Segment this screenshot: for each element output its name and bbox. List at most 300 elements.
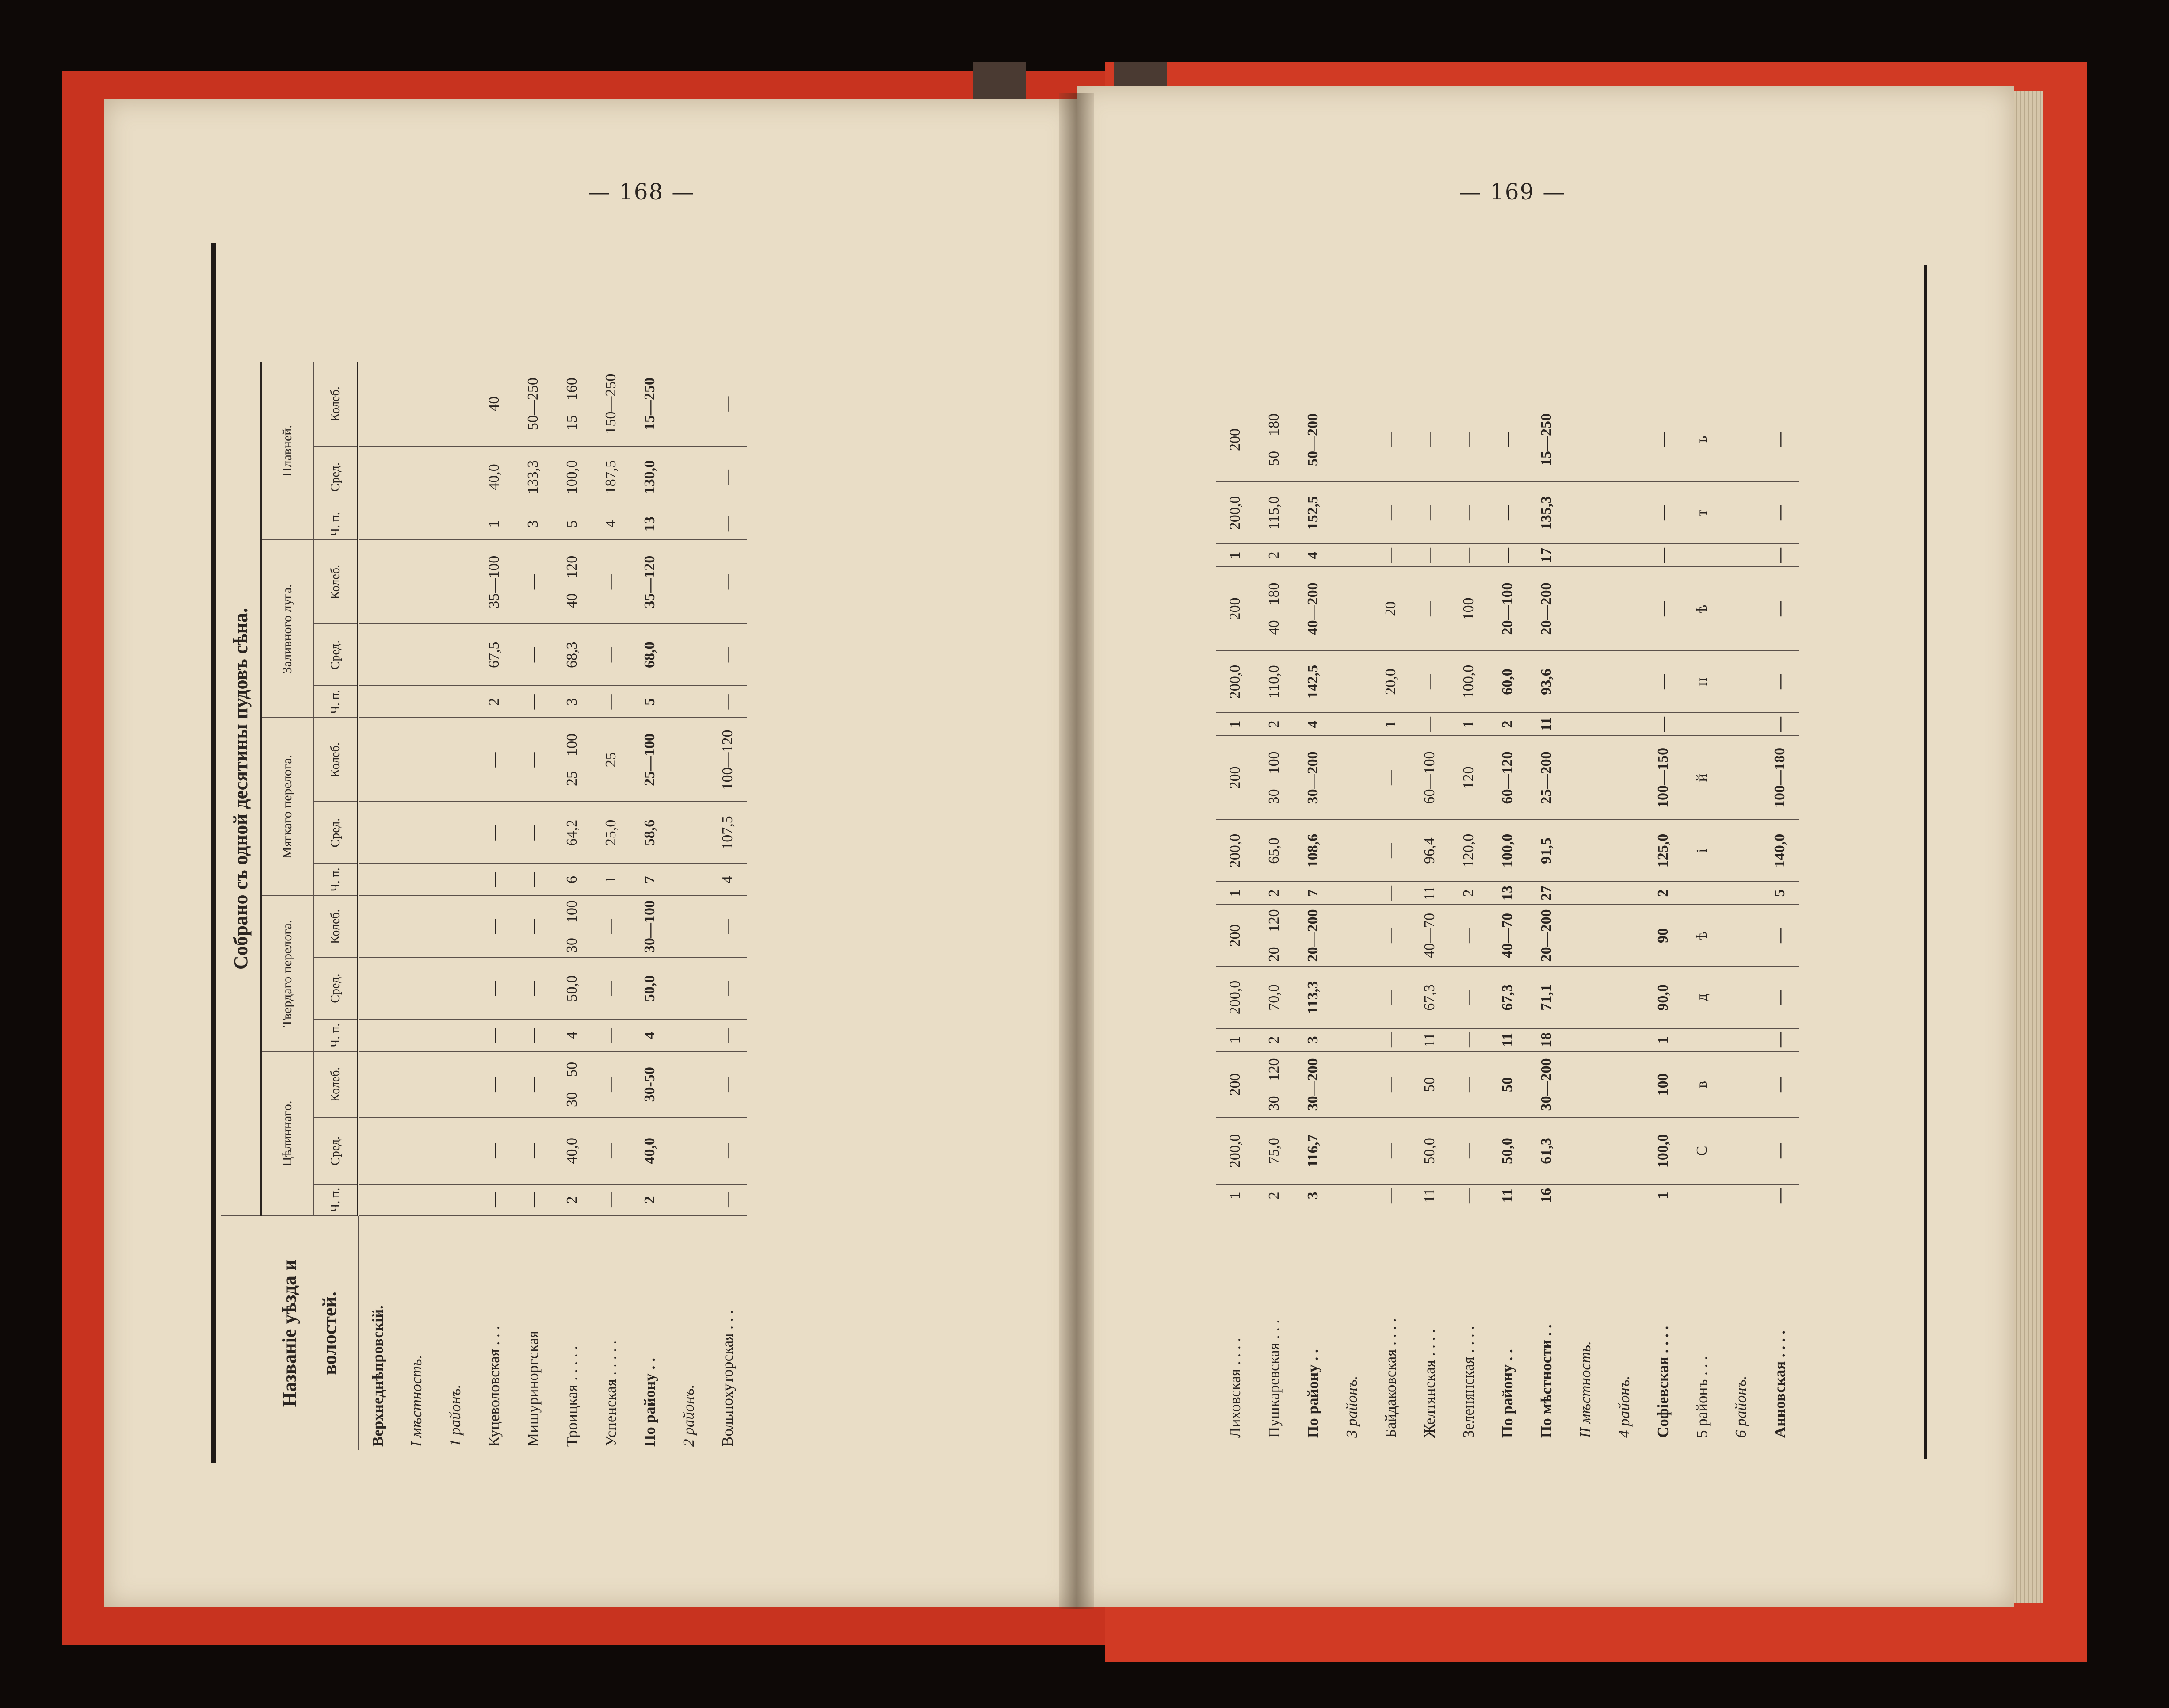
table-cell: — (514, 624, 553, 686)
table-cell: 1 (1216, 882, 1255, 905)
empty-cell (669, 446, 708, 508)
empty-cell (436, 686, 475, 718)
table-cell: 108,6 (1294, 820, 1333, 882)
row-label: 1 районъ. (447, 1384, 464, 1447)
table-cell: 30-50 (630, 1051, 669, 1118)
table-cell: 50—180 (1255, 398, 1294, 482)
table-cell: 116,7 (1294, 1118, 1333, 1184)
table-cell: 7 (630, 864, 669, 895)
table-cell: — (1449, 544, 1488, 567)
table-cell: 67,5 (475, 624, 514, 686)
empty-cell (1722, 736, 1760, 820)
table-section-row (1566, 398, 1605, 1441)
table-cell: — (1410, 713, 1449, 736)
empty-cell (358, 864, 397, 895)
table-cell: 2 (1255, 1028, 1294, 1051)
table-row (553, 362, 592, 1450)
table-cell: — (1760, 567, 1799, 651)
empty-cell (1605, 567, 1644, 651)
table-cell: — (708, 446, 747, 508)
table-cell: — (592, 1184, 630, 1216)
table-cell: — (1644, 482, 1683, 544)
table-cell: 100—150 (1644, 736, 1683, 820)
empty-cell (1333, 1051, 1371, 1118)
table-cell: 2 (1255, 713, 1294, 736)
table-cell: 3 (514, 508, 553, 540)
table-cell: 20 (1371, 567, 1410, 651)
table-cell: 150—250 (592, 362, 630, 446)
empty-cell (1566, 882, 1605, 905)
empty-cell (1605, 1184, 1644, 1207)
table-cell: — (1410, 544, 1449, 567)
row-label: Куцеволовская . . . (485, 1326, 503, 1447)
table-cell: 2 (630, 1184, 669, 1216)
table-cell: і (1683, 820, 1722, 882)
subheader-cp: Ч. п. (314, 1020, 358, 1051)
empty-cell (358, 718, 397, 802)
table-cell: — (708, 1020, 747, 1051)
table-cell: 100,0 (1449, 651, 1488, 713)
table-cell: — (475, 718, 514, 802)
empty-cell (669, 686, 708, 718)
table-cell: 40,0 (475, 446, 514, 508)
table-cell: 25—100 (630, 718, 669, 802)
table-cell: — (708, 1184, 747, 1216)
table-cell: 25—200 (1527, 736, 1566, 820)
table-section-row (1333, 398, 1371, 1441)
table-row (1760, 398, 1799, 1441)
row-label: 2 районъ. (680, 1384, 697, 1447)
empty-cell (397, 508, 436, 540)
table-cell: 142,5 (1294, 651, 1333, 713)
subheader-range: Колеб. (314, 540, 358, 624)
table-cell: 100—180 (1760, 736, 1799, 820)
subheader-range: Колеб. (314, 896, 358, 958)
table-caption: Собрано съ одной десятины пудовъ сѣна. (221, 362, 261, 1216)
table-cell: — (1488, 544, 1527, 567)
table-cell: — (1644, 544, 1683, 567)
table-cell: 200,0 (1216, 1118, 1255, 1184)
table-cell: — (514, 958, 553, 1020)
table-row (1216, 398, 1255, 1441)
table-cell: ѣ (1683, 905, 1722, 967)
row-label: I мѣстность. (408, 1355, 425, 1447)
row-label: Байдаковская . . . . (1382, 1318, 1399, 1438)
empty-cell (1333, 567, 1371, 651)
table-cell: — (514, 1118, 553, 1184)
table-cell: 200,0 (1216, 482, 1255, 544)
empty-cell (436, 718, 475, 802)
table-cell: 5 (630, 686, 669, 718)
table-cell: 40,0 (630, 1118, 669, 1184)
table-cell: 30—120 (1255, 1051, 1294, 1118)
group-header-virgin: Цѣлиннаго. (261, 1051, 314, 1216)
table-cell: в (1683, 1051, 1722, 1118)
table-cell: 110,0 (1255, 651, 1294, 713)
empty-cell (436, 540, 475, 624)
table-cell: т (1683, 482, 1722, 544)
group-header-plavni: Плавней. (261, 362, 314, 540)
table-row (514, 362, 553, 1450)
table-cell: 100 (1449, 567, 1488, 651)
table-cell: 67,3 (1410, 967, 1449, 1028)
table-cell: 2 (1255, 1184, 1294, 1207)
empty-cell (397, 958, 436, 1020)
table-cell: — (514, 718, 553, 802)
table-section-row (397, 362, 436, 1450)
right-table-rule (1924, 265, 1927, 1459)
empty-cell (436, 446, 475, 508)
table-cell: 3 (1294, 1184, 1333, 1207)
left-page-number: — 168 — (588, 179, 695, 205)
table-cell: 60—100 (1410, 736, 1449, 820)
table-cell: 5 (1760, 882, 1799, 905)
empty-cell (436, 1051, 475, 1118)
table-cell: 107,5 (708, 802, 747, 864)
row-label: Верхнеднѣпровскій. (369, 1305, 386, 1447)
table-cell: 1 (1449, 713, 1488, 736)
table-cell: 67,3 (1488, 967, 1527, 1028)
table-cell: 7 (1294, 882, 1333, 905)
table-cell: — (1644, 398, 1683, 482)
table-cell: 2 (553, 1184, 592, 1216)
row-label: Желтянская . . . . (1421, 1329, 1438, 1438)
table-cell: 1 (1216, 544, 1255, 567)
table-cell: — (708, 540, 747, 624)
table-cell: 120 (1449, 736, 1488, 820)
table-row (475, 362, 514, 1450)
table-cell: 25—100 (553, 718, 592, 802)
empty-cell (1722, 820, 1760, 882)
empty-cell (358, 686, 397, 718)
empty-cell (669, 1051, 708, 1118)
empty-cell (1605, 544, 1644, 567)
empty-cell (358, 1118, 397, 1184)
table-cell: 30—200 (1294, 1051, 1333, 1118)
table-cell: 200 (1216, 1051, 1255, 1118)
table-cell: 6 (553, 864, 592, 895)
table-cell: 30—100 (630, 896, 669, 958)
table-cell: 152,5 (1294, 482, 1333, 544)
empty-cell (1722, 398, 1760, 482)
table-cell: 20—100 (1488, 567, 1527, 651)
table-cell: 1 (1216, 713, 1255, 736)
table-cell: 30—100 (1255, 736, 1294, 820)
empty-cell (1333, 544, 1371, 567)
table-cell: — (708, 1118, 747, 1184)
table-cell: 20—200 (1527, 567, 1566, 651)
table-outer-rule (211, 243, 216, 1463)
table-cell: — (592, 896, 630, 958)
table-cell: д (1683, 967, 1722, 1028)
table-cell: 5 (553, 508, 592, 540)
table-cell: 11 (1410, 1028, 1449, 1051)
table-row (1371, 398, 1410, 1441)
table-cell: — (1371, 482, 1410, 544)
empty-cell (1566, 1184, 1605, 1207)
row-label: 4 районъ. (1615, 1376, 1633, 1438)
table-cell: — (1410, 567, 1449, 651)
table-cell: 50,0 (1410, 1118, 1449, 1184)
table-cell: 16 (1527, 1184, 1566, 1207)
table-cell: — (1371, 1118, 1410, 1184)
table-cell: 50 (1488, 1051, 1527, 1118)
table-row (630, 362, 669, 1450)
table-cell: — (708, 896, 747, 958)
table-cell: — (592, 1118, 630, 1184)
table-cell: — (1683, 1028, 1722, 1051)
table-cell: 75,0 (1255, 1118, 1294, 1184)
table-cell: — (1449, 905, 1488, 967)
table-cell: 135,3 (1527, 482, 1566, 544)
empty-cell (669, 958, 708, 1020)
table-cell: 140,0 (1760, 820, 1799, 882)
empty-cell (669, 362, 708, 446)
empty-cell (1605, 1028, 1644, 1051)
empty-cell (1722, 905, 1760, 967)
empty-cell (1566, 544, 1605, 567)
table-cell: 115,0 (1255, 482, 1294, 544)
table-cell: 200 (1216, 736, 1255, 820)
table-cell: 200 (1216, 398, 1255, 482)
empty-cell (669, 508, 708, 540)
table-cell: 2 (1255, 882, 1294, 905)
empty-cell (1722, 1028, 1760, 1051)
table-cell: 100,0 (1644, 1118, 1683, 1184)
table-cell: — (1488, 398, 1527, 482)
table-cell: — (708, 508, 747, 540)
table-cell: 15—250 (630, 362, 669, 446)
empty-cell (669, 624, 708, 686)
table-cell: 4 (592, 508, 630, 540)
table-cell: 100 (1644, 1051, 1683, 1118)
empty-cell (436, 624, 475, 686)
row-label: По району . . (1304, 1349, 1321, 1438)
empty-cell (436, 864, 475, 895)
table-cell: 130,0 (630, 446, 669, 508)
empty-cell (669, 1020, 708, 1051)
empty-cell (1722, 967, 1760, 1028)
row-label: Софіевская . . . . (1654, 1326, 1672, 1438)
empty-cell (436, 896, 475, 958)
table-cell: й (1683, 736, 1722, 820)
subheader-avg: Сред. (314, 958, 358, 1020)
table-cell: 18 (1527, 1028, 1566, 1051)
empty-cell (397, 802, 436, 864)
empty-cell (358, 802, 397, 864)
subheader-avg: Сред. (314, 802, 358, 864)
empty-cell (1605, 482, 1644, 544)
empty-cell (358, 1051, 397, 1118)
table-cell: 1 (1216, 1028, 1255, 1051)
table-cell: 70,0 (1255, 967, 1294, 1028)
table-cell: 133,3 (514, 446, 553, 508)
table-cell: 40—120 (553, 540, 592, 624)
table-cell: — (1683, 544, 1722, 567)
table-cell: 15—160 (553, 362, 592, 446)
row-label: II мѣстность. (1577, 1341, 1594, 1438)
subheader-avg: Сред. (314, 624, 358, 686)
table-cell: ъ (1683, 398, 1722, 482)
empty-cell (1566, 651, 1605, 713)
empty-cell (1722, 567, 1760, 651)
right-page-number: — 169 — (1459, 179, 1566, 205)
row-label: Вольнохуторская . . . (719, 1310, 736, 1447)
table-cell: ѣ (1683, 567, 1722, 651)
subheader-range: Колеб. (314, 1051, 358, 1118)
empty-cell (397, 1118, 436, 1184)
table-cell: — (1760, 651, 1799, 713)
table-row (1410, 398, 1449, 1441)
empty-cell (397, 362, 436, 446)
table-cell: 20—120 (1255, 905, 1294, 967)
table-cell: — (592, 540, 630, 624)
table-cell: 200,0 (1216, 820, 1255, 882)
table-cell: 50 (1410, 1051, 1449, 1118)
table-cell: 4 (1294, 544, 1333, 567)
empty-cell (1605, 1051, 1644, 1118)
table-row (1294, 398, 1333, 1441)
empty-cell (1722, 1184, 1760, 1207)
group-header-soft-fallow: Мягкаго перелога. (261, 718, 314, 895)
table-cell: — (1683, 882, 1722, 905)
empty-cell (1722, 713, 1760, 736)
empty-cell (1722, 882, 1760, 905)
table-cell: 60—120 (1488, 736, 1527, 820)
empty-cell (669, 864, 708, 895)
table-cell: — (592, 686, 630, 718)
empty-cell (1333, 736, 1371, 820)
table-cell: — (1371, 1028, 1410, 1051)
empty-cell (397, 864, 436, 895)
table-cell: 100,0 (553, 446, 592, 508)
table-cell: 50,0 (553, 958, 592, 1020)
table-cell: — (514, 1051, 553, 1118)
table-cell: 11 (1410, 1184, 1449, 1207)
row-label: 3 районъ. (1343, 1376, 1360, 1438)
subheader-cp: Ч. п. (314, 686, 358, 718)
empty-cell (436, 362, 475, 446)
table-cell: 1 (1371, 713, 1410, 736)
empty-cell (1605, 651, 1644, 713)
empty-cell (358, 624, 397, 686)
table-cell: 17 (1527, 544, 1566, 567)
empty-cell (436, 508, 475, 540)
table-cell: 25 (592, 718, 630, 802)
table-cell: — (592, 1051, 630, 1118)
table-cell: — (1760, 967, 1799, 1028)
table-cell: 30—200 (1527, 1051, 1566, 1118)
empty-cell (1566, 1118, 1605, 1184)
empty-cell (1333, 1028, 1371, 1051)
empty-cell (397, 1051, 436, 1118)
table-cell: 13 (630, 508, 669, 540)
name-header-line1: Названіе уѣзда и (278, 1259, 300, 1407)
table-cell: — (1449, 1028, 1488, 1051)
table-cell: — (1371, 398, 1410, 482)
table-cell: — (1488, 482, 1527, 544)
empty-cell (436, 1020, 475, 1051)
subheader-cp: Ч. п. (314, 864, 358, 895)
empty-cell (436, 958, 475, 1020)
empty-cell (1605, 1118, 1644, 1184)
empty-cell (1605, 713, 1644, 736)
subheader-range: Колеб. (314, 718, 358, 802)
right-table (1079, 398, 1799, 1441)
empty-cell (1333, 651, 1371, 713)
empty-cell (669, 1118, 708, 1184)
empty-cell (1566, 967, 1605, 1028)
empty-cell (1605, 882, 1644, 905)
table-cell: — (475, 896, 514, 958)
table-cell: — (514, 686, 553, 718)
table-cell: — (1371, 967, 1410, 1028)
table-row (1488, 398, 1527, 1441)
table-cell: — (1371, 905, 1410, 967)
table-cell: — (708, 1051, 747, 1118)
empty-cell (1722, 482, 1760, 544)
empty-cell (1605, 820, 1644, 882)
table-cell: — (1760, 1118, 1799, 1184)
table-cell: 3 (553, 686, 592, 718)
right-table-body (1216, 398, 1799, 1441)
empty-cell (1566, 567, 1605, 651)
row-label: Лиховская . . . . (1226, 1337, 1244, 1438)
empty-cell (436, 1184, 475, 1216)
table-cell: — (1449, 1184, 1488, 1207)
table-cell: — (708, 958, 747, 1020)
table-cell: 4 (553, 1020, 592, 1051)
table-cell: 11 (1527, 713, 1566, 736)
empty-cell (1566, 482, 1605, 544)
table-cell: 58,6 (630, 802, 669, 864)
table-cell: 11 (1410, 882, 1449, 905)
empty-cell (1333, 482, 1371, 544)
table-cell: 125,0 (1644, 820, 1683, 882)
table-cell: — (475, 1051, 514, 1118)
row-label: Успенская . . . . . (602, 1340, 619, 1447)
table-cell: 30—200 (1294, 736, 1333, 820)
table-cell: — (708, 686, 747, 718)
empty-cell (1722, 1051, 1760, 1118)
table-cell: 40—70 (1410, 905, 1449, 967)
table-cell: — (1410, 482, 1449, 544)
table-cell: 1 (592, 864, 630, 895)
table-cell: 200 (1216, 905, 1255, 967)
row-label: 5 районъ . . . (1693, 1356, 1711, 1438)
subheader-cp: Ч. п. (314, 1184, 358, 1216)
table-row (1644, 398, 1683, 1441)
table-cell: 20—200 (1527, 905, 1566, 967)
empty-cell (1566, 398, 1605, 482)
table-cell: — (1760, 398, 1799, 482)
table-cell: 30—100 (553, 896, 592, 958)
table-cell: — (1449, 398, 1488, 482)
table-cell: — (1371, 544, 1410, 567)
table-cell: 200,0 (1216, 651, 1255, 713)
left-table-body (358, 362, 747, 1450)
table-cell: — (592, 1020, 630, 1051)
empty-cell (397, 718, 436, 802)
empty-cell (669, 718, 708, 802)
table-cell: 27 (1527, 882, 1566, 905)
table-cell: 71,1 (1527, 967, 1566, 1028)
empty-cell (1566, 820, 1605, 882)
table-cell: 30—50 (553, 1051, 592, 1118)
empty-cell (436, 802, 475, 864)
empty-cell (358, 540, 397, 624)
table-cell: 2 (1488, 713, 1527, 736)
